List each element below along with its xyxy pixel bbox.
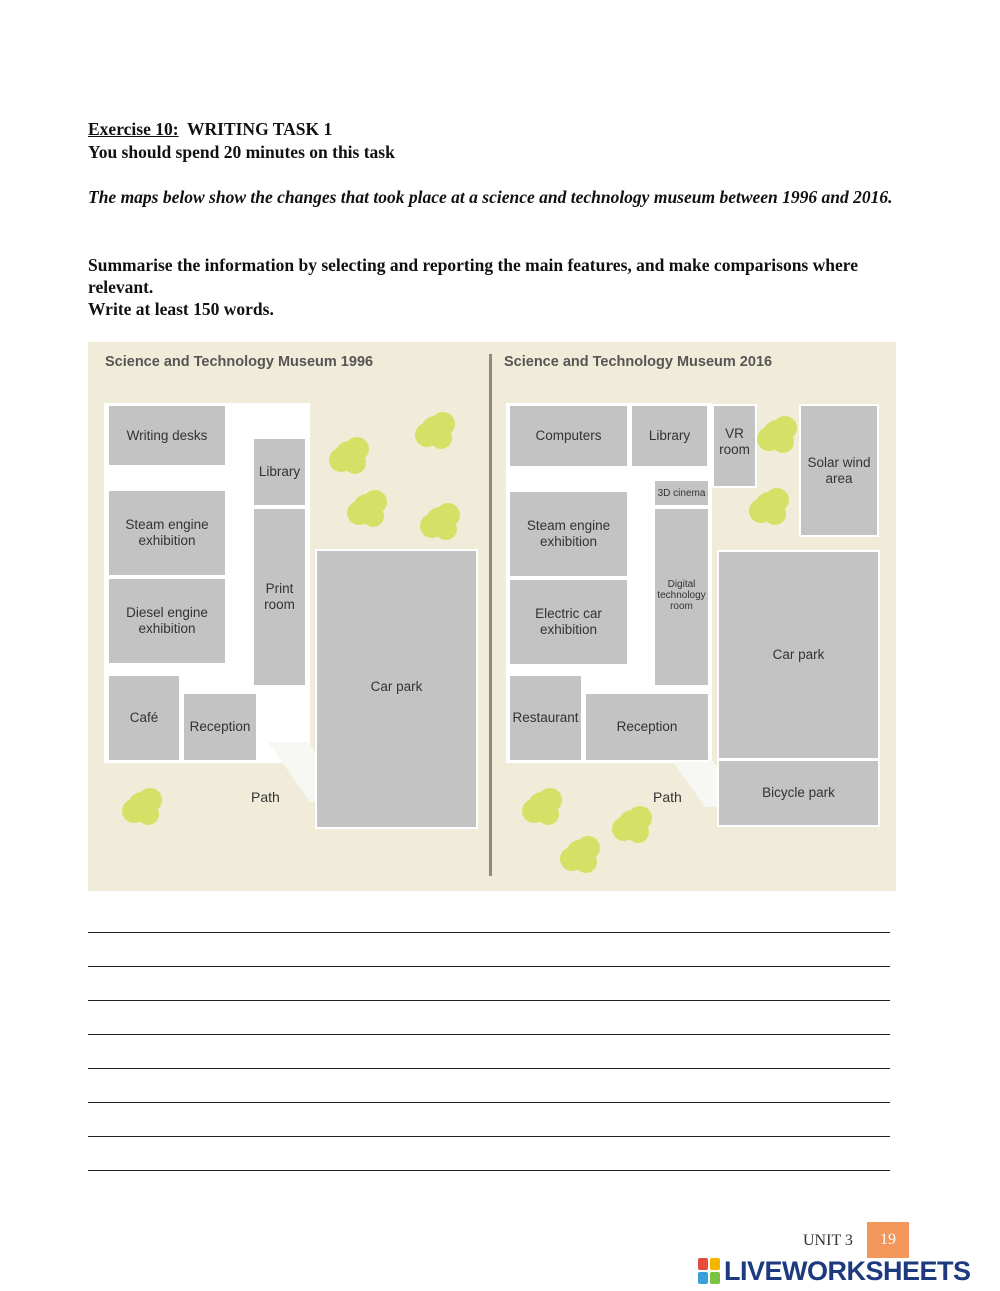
map-2016-path-label: Path [653,789,682,805]
task-instruction: Summarise the information by selecting and reporting the main features, and make comparisons where relevant. [88,255,858,297]
map-2016-computers: Computers [508,404,629,468]
map-2016-library: Library [630,404,709,468]
exercise-label: Exercise 10: [88,119,179,139]
map-2016-tree-icon [618,810,646,838]
liveworksheets-brand[interactable] [698,1255,998,1287]
task-prompt: The maps below show the changes that took place at a science and technology museum between 1996 and 2016. [88,187,893,207]
map-2016-vr-room: VR room [712,404,757,488]
writing-line[interactable] [88,966,890,967]
word-count-note: Write at least 150 words. [88,299,274,319]
map-1996-diesel-engine: Diesel engine exhibition [107,577,227,665]
map-2016-title: Science and Technology Museum 2016 [504,354,773,370]
exercise-heading [88,118,332,140]
writing-line[interactable] [88,1102,890,1103]
exercise-task: WRITING TASK 1 [187,119,333,139]
map-2016-car-park: Car park [717,550,880,760]
map-2016-steam-engine: Steam engine exhibition [508,490,629,578]
map-2016-digital-technology-room: Digital technology room [653,507,710,687]
map-2016-tree-icon [755,492,783,520]
map-1996-writing-desks: Writing desks [107,404,227,467]
liveworksheets-logo-icon [698,1258,720,1284]
map-1996-steam-engine: Steam engine exhibition [107,489,227,577]
map-1996-cafe: Café [107,674,181,762]
map-2016-3d-cinema: 3D cinema [653,479,710,507]
map-1996-car-park: Car park [315,549,478,829]
time-note: You should spend 20 minutes on this task [88,142,395,162]
map-1996-tree-icon [335,441,363,469]
writing-line[interactable] [88,1000,890,1001]
page-number-badge: 19 [867,1222,909,1258]
map-2016-tree-icon [566,840,594,868]
map-1996-print-room: Print room [252,507,307,687]
writing-line[interactable] [88,1136,890,1137]
map-1996-tree-icon [128,792,156,820]
map-2016-solar-wind-area: Solar wind area [799,404,879,537]
brand-name: LIVEWORKSHEETS [724,1255,971,1286]
map-1996-path-label: Path [251,789,280,805]
map-2016-tree-icon [528,792,556,820]
map-2016-reception: Reception [584,692,710,762]
map-2016-restaurant: Restaurant [508,674,583,762]
writing-line[interactable] [88,1068,890,1069]
map-2016-bicycle-park: Bicycle park [717,759,880,827]
map-1996-reception: Reception [182,692,258,762]
writing-line[interactable] [88,932,890,933]
writing-line[interactable] [88,1034,890,1035]
unit-label: UNIT 3 [803,1232,853,1249]
writing-line[interactable] [88,1170,890,1171]
map-1996-tree-icon [421,416,449,444]
map-1996-tree-icon [426,507,454,535]
map-1996-library: Library [252,437,307,507]
map-1996-tree-icon [353,494,381,522]
museum-maps-figure [88,342,896,891]
map-2016-electric-car: Electric car exhibition [508,578,629,666]
map-2016-tree-icon [763,420,791,448]
maps-divider [489,354,492,876]
map-1996-title: Science and Technology Museum 1996 [105,354,374,370]
